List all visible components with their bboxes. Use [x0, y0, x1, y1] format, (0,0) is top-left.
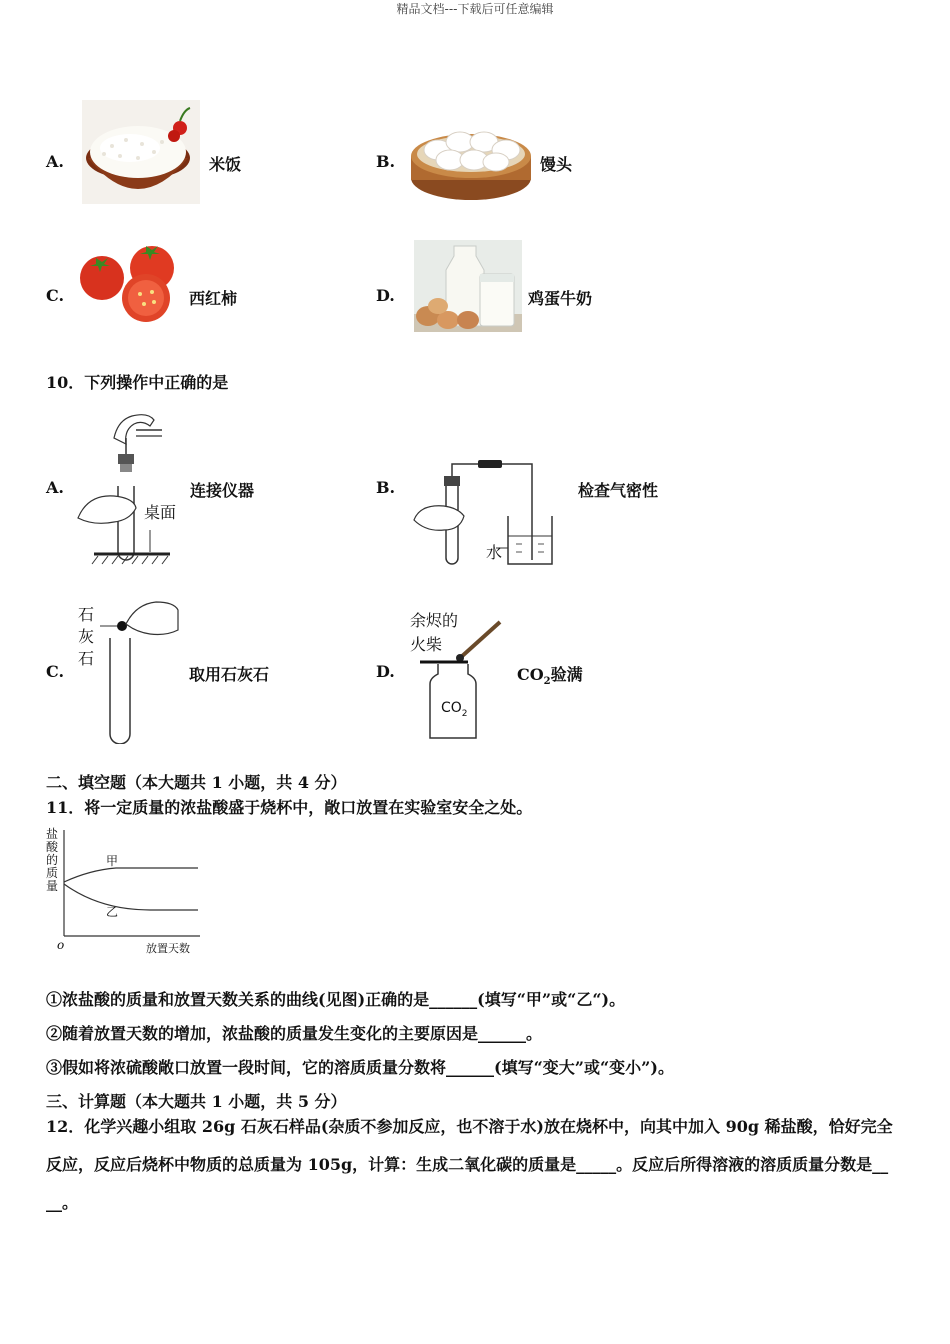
- option-letter-b: B.: [376, 152, 396, 171]
- desk-label: 桌面: [144, 503, 177, 522]
- q10-option-letter-a: A.: [46, 478, 64, 497]
- option-text-b: 馒头: [540, 155, 573, 174]
- option-letter-a: A.: [46, 152, 64, 171]
- ylabel-char-4: 质: [46, 866, 59, 880]
- eggs-milk-image: [414, 240, 522, 332]
- bottle-co2-text: CO: [441, 700, 462, 716]
- question-11-stem: 11．将一定质量的浓盐酸盛于烧杯中，敞口放置在实验室安全之处。: [46, 798, 533, 817]
- option-letter-c: C.: [46, 286, 65, 305]
- ylabel-char-5: 量: [46, 879, 59, 893]
- co2-tail-text: 验满: [550, 665, 583, 684]
- ylabel-char-2: 酸: [46, 840, 59, 854]
- co2-bottle-figure: [410, 614, 510, 744]
- option-text-a: 米饭: [209, 155, 242, 174]
- question-11-sub1: ①浓盐酸的质量和放置天数关系的曲线(见图)正确的是______(填写“甲”或“乙“)。: [46, 990, 626, 1009]
- limestone-char-1: 石: [78, 605, 95, 624]
- ember-label-line1: 余烬的: [410, 611, 459, 630]
- curve-jia-label: 甲: [106, 854, 119, 868]
- graph-origin: o: [57, 938, 65, 952]
- q10-option-text-a: 连接仪器: [190, 481, 255, 500]
- bottle-co2-subscript: 2: [461, 708, 468, 719]
- option-text-d: 鸡蛋牛奶: [528, 289, 593, 308]
- q10-option-text-b: 检查气密性: [578, 481, 659, 500]
- graph-y-label: [46, 828, 60, 893]
- ylabel-char-1: 盐: [46, 827, 59, 841]
- question-12-line1: 12．化学兴趣小组取 26g 石灰石样品(杂质不参加反应，也不溶于水)放在烧杯中，向其中加入 90g 稀盐酸，恰好完全: [46, 1117, 893, 1136]
- graph-x-label: 放置天数: [146, 942, 190, 955]
- question-10-stem: 10．下列操作中正确的是: [46, 373, 229, 392]
- co2-subscript: 2: [543, 676, 551, 688]
- question-12-line2: 反应，反应后烧杯中物质的总质量为 105g，计算：生成二氧化碳的质量是_____。反应后所得溶液的溶质质量分数是__: [46, 1155, 889, 1174]
- hcl-mass-graph: [60, 826, 202, 938]
- limestone-vertical-label: [78, 604, 96, 670]
- section-3-title: 三、计算题（本大题共 1 小题，共 5 分）: [46, 1092, 347, 1111]
- airtightness-figure: [408, 456, 558, 570]
- curve-yi-label: 乙: [106, 905, 119, 919]
- ylabel-char-3: 的: [46, 853, 59, 867]
- q10-option-letter-d: D.: [376, 662, 395, 681]
- steamed-buns-image: [410, 120, 532, 202]
- page-header: 精品文档---下载后可任意编辑: [396, 2, 554, 16]
- limestone-char-2: 灰: [78, 627, 95, 646]
- curve-jia: [64, 868, 198, 882]
- q10-option-letter-c: C.: [46, 662, 65, 681]
- co2-text: CO: [517, 665, 544, 684]
- limestone-figure: [96, 600, 180, 744]
- option-text-c: 西红柿: [189, 289, 238, 308]
- question-11-sub2: ②随着放置天数的增加，浓盐酸的质量发生变化的主要原因是______。: [46, 1024, 543, 1043]
- question-11-sub3: ③假如将浓硫酸敞口放置一段时间，它的溶质质量分数将______(填写“变大”或“变小”)。: [46, 1058, 674, 1077]
- q10-option-text-d: [517, 662, 583, 687]
- section-2-title: 二、填空题（本大题共 1 小题，共 4 分）: [46, 773, 347, 792]
- ember-label-line2: 火柴: [410, 635, 443, 654]
- water-label: 水: [486, 543, 503, 562]
- bottle-co2-label: [441, 700, 468, 719]
- rice-bowl-image: [82, 100, 200, 204]
- connect-apparatus-figure: [74, 408, 177, 568]
- tomatoes-image: [78, 242, 180, 324]
- question-12-line3: __。: [46, 1193, 79, 1212]
- q10-option-letter-b: B.: [376, 478, 396, 497]
- option-letter-d: D.: [376, 286, 395, 305]
- q10-option-text-c: 取用石灰石: [189, 665, 270, 684]
- limestone-char-3: 石: [78, 649, 95, 668]
- curve-yi: [64, 884, 198, 910]
